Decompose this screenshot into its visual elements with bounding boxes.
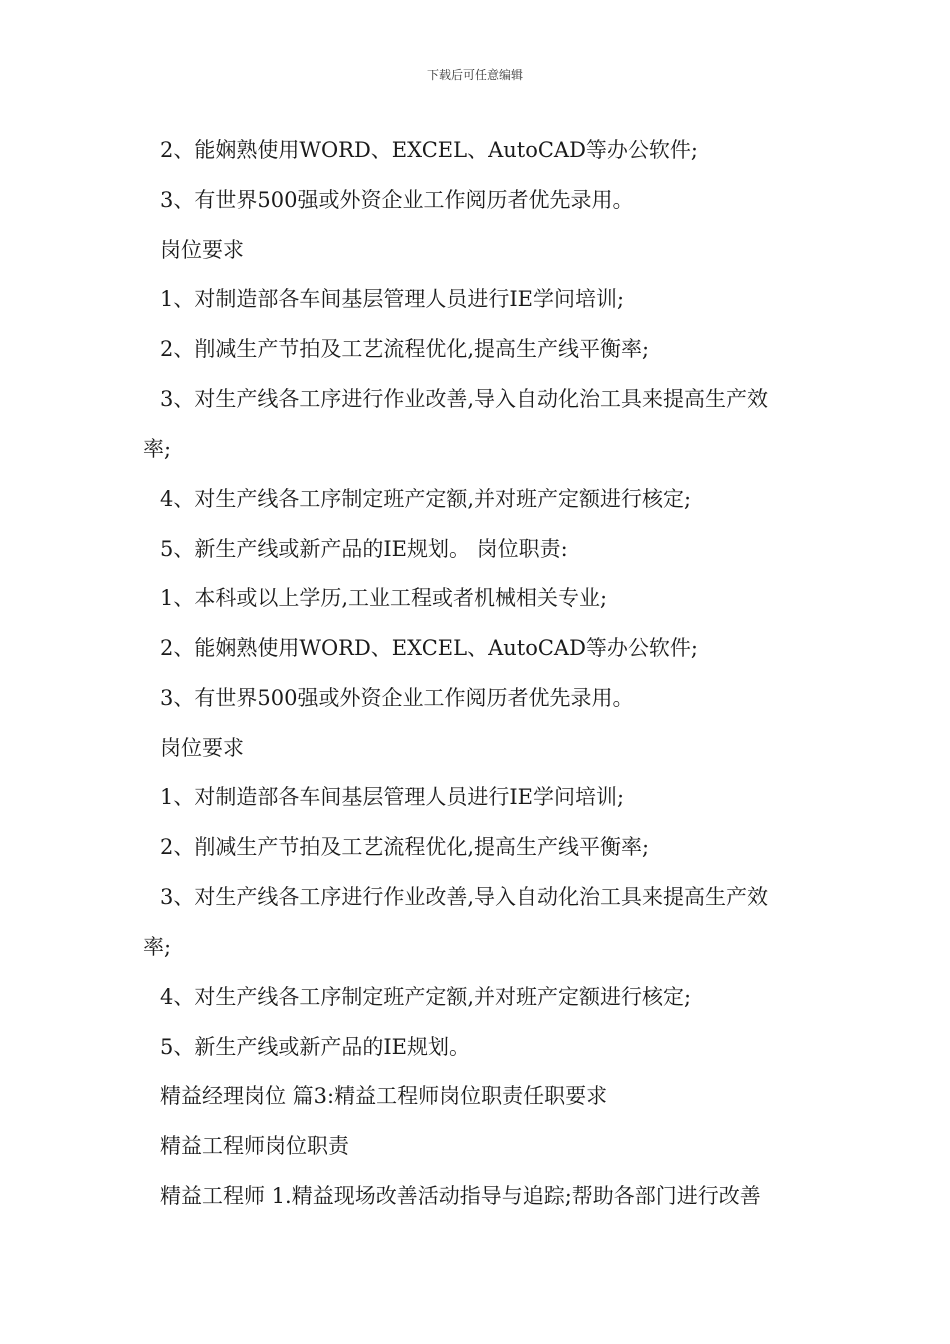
text-line-continuation: 率; bbox=[143, 935, 172, 959]
text-line: 2、能娴熟使用WORD、EXCEL、AutoCAD等办公软件; bbox=[160, 636, 698, 660]
text-line: 1、本科或以上学历,工业工程或者机械相关专业; bbox=[160, 586, 608, 610]
text-line: 5、新生产线或新产品的IE规划。 bbox=[160, 1035, 470, 1059]
text-line: 2、削减生产节拍及工艺流程优化,提高生产线平衡率; bbox=[160, 337, 650, 361]
text-line: 3、有世界500强或外资企业工作阅历者优先录用。 bbox=[160, 686, 634, 710]
text-line: 1、对制造部各车间基层管理人员进行IE学问培训; bbox=[160, 287, 625, 311]
text-line: 2、能娴熟使用WORD、EXCEL、AutoCAD等办公软件; bbox=[160, 138, 698, 162]
text-line: 3、有世界500强或外资企业工作阅历者优先录用。 bbox=[160, 188, 634, 212]
section-heading: 岗位要求 bbox=[160, 238, 244, 262]
text-line: 5、新生产线或新产品的IE规划。 岗位职责: bbox=[160, 537, 568, 561]
section-heading: 精益工程师岗位职责 bbox=[160, 1134, 349, 1158]
text-line: 2、削减生产节拍及工艺流程优化,提高生产线平衡率; bbox=[160, 835, 650, 859]
section-heading: 岗位要求 bbox=[160, 736, 244, 760]
text-line: 3、对生产线各工序进行作业改善,导入自动化治工具来提高生产效 bbox=[160, 885, 769, 909]
text-line: 4、对生产线各工序制定班产定额,并对班产定额进行核定; bbox=[160, 985, 692, 1009]
text-line: 4、对生产线各工序制定班产定额,并对班产定额进行核定; bbox=[160, 487, 692, 511]
section-heading: 精益经理岗位 篇3:精益工程师岗位职责任职要求 bbox=[160, 1084, 608, 1108]
text-line: 3、对生产线各工序进行作业改善,导入自动化治工具来提高生产效 bbox=[160, 387, 769, 411]
text-line: 1、对制造部各车间基层管理人员进行IE学问培训; bbox=[160, 785, 625, 809]
text-line-continuation: 率; bbox=[143, 437, 172, 461]
page-header: 下载后可任意编辑 bbox=[426, 68, 523, 82]
text-line: 精益工程师 1.精益现场改善活动指导与追踪;帮助各部门进行改善 bbox=[160, 1184, 761, 1208]
